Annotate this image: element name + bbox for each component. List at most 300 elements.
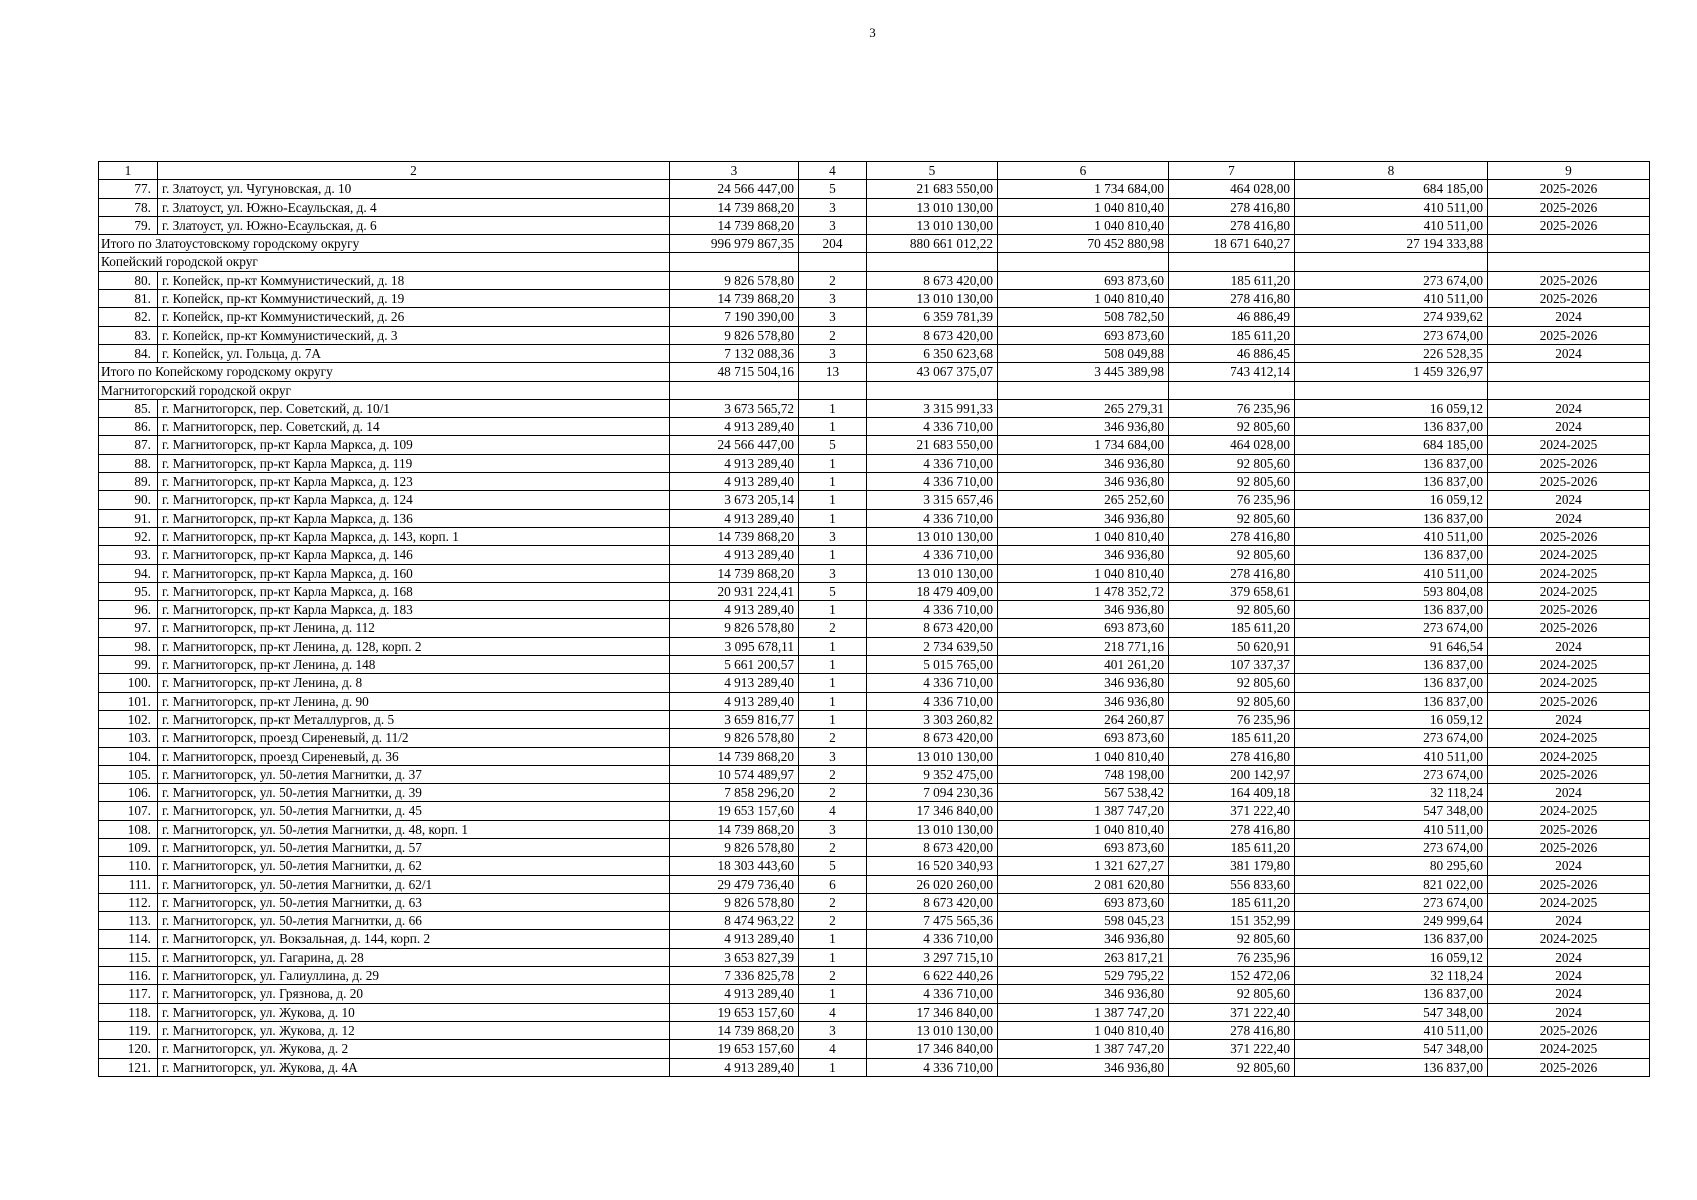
period: 2024 (1488, 912, 1650, 930)
fund-amount: 6 359 781,39 (867, 308, 998, 326)
row-number: 118. (99, 1003, 158, 1021)
total-cost: 9 826 578,80 (670, 893, 799, 911)
table-row (99, 564, 1650, 582)
row-number: 105. (99, 765, 158, 783)
regional-amount: 401 261,20 (998, 656, 1169, 674)
period: 2025-2026 (1488, 527, 1650, 545)
apartment-count: 5 (799, 436, 867, 454)
regional-amount: 346 936,80 (998, 1058, 1169, 1076)
total-cost: 14 739 868,20 (670, 747, 799, 765)
apartment-count: 3 (799, 198, 867, 216)
owner-amount: 136 837,00 (1295, 1058, 1488, 1076)
fund-amount: 43 067 375,07 (867, 363, 998, 381)
address: г. Магнитогорск, ул. Жукова, д. 2 (158, 1040, 670, 1058)
owner-amount: 32 118,24 (1295, 967, 1488, 985)
apartment-count: 3 (799, 1021, 867, 1039)
address: г. Магнитогорск, пр-кт Металлургов, д. 5 (158, 710, 670, 728)
period: 2025-2026 (1488, 875, 1650, 893)
address: г. Магнитогорск, пр-кт Ленина, д. 112 (158, 619, 670, 637)
owner-amount: 1 459 326,97 (1295, 363, 1488, 381)
total-cost: 4 913 289,40 (670, 473, 799, 491)
row-number: 111. (99, 875, 158, 893)
local-amount: 92 805,60 (1169, 674, 1295, 692)
local-amount: 92 805,60 (1169, 985, 1295, 1003)
total-cost: 4 913 289,40 (670, 601, 799, 619)
regional-amount: 693 873,60 (998, 838, 1169, 856)
table-row (99, 601, 1650, 619)
fund-amount: 21 683 550,00 (867, 180, 998, 198)
fund-amount: 13 010 130,00 (867, 564, 998, 582)
table-row (99, 948, 1650, 966)
apartment-count: 5 (799, 582, 867, 600)
total-cost: 4 913 289,40 (670, 930, 799, 948)
local-amount: 556 833,60 (1169, 875, 1295, 893)
row-number: 108. (99, 820, 158, 838)
period: 2024-2025 (1488, 802, 1650, 820)
period: 2025-2026 (1488, 198, 1650, 216)
address: г. Магнитогорск, ул. 50-летия Магнитки, д. 37 (158, 765, 670, 783)
regional-amount: 508 049,88 (998, 344, 1169, 362)
local-amount: 76 235,96 (1169, 948, 1295, 966)
owner-amount: 136 837,00 (1295, 509, 1488, 527)
apartment-count: 1 (799, 509, 867, 527)
total-cost: 48 715 504,16 (670, 363, 799, 381)
total-cost: 7 858 296,20 (670, 784, 799, 802)
period: 2024 (1488, 418, 1650, 436)
fund-amount: 8 673 420,00 (867, 271, 998, 289)
fund-amount: 4 336 710,00 (867, 930, 998, 948)
empty-cell (670, 381, 799, 399)
address: г. Магнитогорск, ул. Гагарина, д. 28 (158, 948, 670, 966)
regional-amount: 265 279,31 (998, 399, 1169, 417)
apartment-count: 2 (799, 326, 867, 344)
owner-amount: 32 118,24 (1295, 784, 1488, 802)
table-row (99, 692, 1650, 710)
apartment-count: 1 (799, 692, 867, 710)
row-number: 110. (99, 857, 158, 875)
table-row (99, 418, 1650, 436)
period: 2024-2025 (1488, 729, 1650, 747)
apartment-count: 4 (799, 802, 867, 820)
section-row (99, 253, 1650, 271)
owner-amount: 136 837,00 (1295, 656, 1488, 674)
table-row (99, 875, 1650, 893)
empty-cell (799, 381, 867, 399)
table-row (99, 271, 1650, 289)
regional-amount: 1 040 810,40 (998, 216, 1169, 234)
table-row (99, 308, 1650, 326)
total-cost: 4 913 289,40 (670, 1058, 799, 1076)
row-number: 106. (99, 784, 158, 802)
row-number: 115. (99, 948, 158, 966)
total-cost: 3 673 205,14 (670, 491, 799, 509)
owner-amount: 136 837,00 (1295, 454, 1488, 472)
empty-cell (1295, 253, 1488, 271)
local-amount: 278 416,80 (1169, 198, 1295, 216)
local-amount: 151 352,99 (1169, 912, 1295, 930)
fund-amount: 3 315 991,33 (867, 399, 998, 417)
row-number: 121. (99, 1058, 158, 1076)
address: г. Магнитогорск, пр-кт Карла Маркса, д. 136 (158, 509, 670, 527)
fund-amount: 4 336 710,00 (867, 985, 998, 1003)
period: 2025-2026 (1488, 290, 1650, 308)
row-number: 99. (99, 656, 158, 674)
regional-amount: 1 321 627,27 (998, 857, 1169, 875)
table-row (99, 784, 1650, 802)
owner-amount: 684 185,00 (1295, 180, 1488, 198)
apartment-count: 2 (799, 784, 867, 802)
row-number: 100. (99, 674, 158, 692)
row-number: 77. (99, 180, 158, 198)
owner-amount: 547 348,00 (1295, 802, 1488, 820)
regional-amount: 70 452 880,98 (998, 235, 1169, 253)
empty-cell (1295, 381, 1488, 399)
address: г. Магнитогорск, ул. 50-летия Магнитки, д. 45 (158, 802, 670, 820)
apartment-count: 1 (799, 637, 867, 655)
total-cost: 3 653 827,39 (670, 948, 799, 966)
total-cost: 996 979 867,35 (670, 235, 799, 253)
regional-amount: 346 936,80 (998, 454, 1169, 472)
owner-amount: 226 528,35 (1295, 344, 1488, 362)
address: г. Магнитогорск, ул. Вокзальная, д. 144, корп. 2 (158, 930, 670, 948)
owner-amount: 249 999,64 (1295, 912, 1488, 930)
local-amount: 92 805,60 (1169, 546, 1295, 564)
table-row (99, 893, 1650, 911)
empty-cell (1169, 253, 1295, 271)
table-row (99, 802, 1650, 820)
total-label: Итого по Копейскому городскому округу (99, 363, 670, 381)
table-row (99, 1040, 1650, 1058)
total-cost: 10 574 489,97 (670, 765, 799, 783)
table-row (99, 527, 1650, 545)
row-number: 80. (99, 271, 158, 289)
total-cost: 7 132 088,36 (670, 344, 799, 362)
regional-amount: 693 873,60 (998, 729, 1169, 747)
apartment-count: 3 (799, 216, 867, 234)
apartment-count: 1 (799, 948, 867, 966)
local-amount: 76 235,96 (1169, 491, 1295, 509)
row-number: 117. (99, 985, 158, 1003)
row-number: 95. (99, 582, 158, 600)
regional-amount: 1 040 810,40 (998, 564, 1169, 582)
row-number: 119. (99, 1021, 158, 1039)
apartment-count: 2 (799, 729, 867, 747)
total-cost: 3 659 816,77 (670, 710, 799, 728)
total-cost: 4 913 289,40 (670, 418, 799, 436)
local-amount: 278 416,80 (1169, 820, 1295, 838)
fund-amount: 8 673 420,00 (867, 326, 998, 344)
table-row (99, 1058, 1650, 1076)
apartment-count: 1 (799, 546, 867, 564)
apartment-count: 1 (799, 418, 867, 436)
local-amount: 278 416,80 (1169, 747, 1295, 765)
address: г. Магнитогорск, пр-кт Карла Маркса, д. 123 (158, 473, 670, 491)
owner-amount: 136 837,00 (1295, 674, 1488, 692)
owner-amount: 593 804,08 (1295, 582, 1488, 600)
fund-amount: 4 336 710,00 (867, 546, 998, 564)
local-amount: 185 611,20 (1169, 271, 1295, 289)
address: г. Магнитогорск, пер. Советский, д. 14 (158, 418, 670, 436)
address: г. Златоуст, ул. Южно-Есаульская, д. 4 (158, 198, 670, 216)
row-number: 91. (99, 509, 158, 527)
regional-amount: 693 873,60 (998, 271, 1169, 289)
empty-cell (1169, 381, 1295, 399)
local-amount: 371 222,40 (1169, 802, 1295, 820)
local-amount: 92 805,60 (1169, 454, 1295, 472)
apartment-count: 204 (799, 235, 867, 253)
period: 2025-2026 (1488, 271, 1650, 289)
local-amount: 278 416,80 (1169, 216, 1295, 234)
owner-amount: 136 837,00 (1295, 692, 1488, 710)
period: 2024 (1488, 857, 1650, 875)
table-row (99, 637, 1650, 655)
period: 2024 (1488, 344, 1650, 362)
local-amount: 278 416,80 (1169, 527, 1295, 545)
fund-amount: 4 336 710,00 (867, 601, 998, 619)
owner-amount: 273 674,00 (1295, 729, 1488, 747)
apartment-count: 5 (799, 180, 867, 198)
apartment-count: 1 (799, 930, 867, 948)
local-amount: 185 611,20 (1169, 893, 1295, 911)
table-row (99, 290, 1650, 308)
row-number: 85. (99, 399, 158, 417)
period: 2024-2025 (1488, 893, 1650, 911)
total-cost: 14 739 868,20 (670, 820, 799, 838)
regional-amount: 1 387 747,20 (998, 1040, 1169, 1058)
row-number: 109. (99, 838, 158, 856)
table-body (99, 162, 1650, 1077)
empty-cell (1488, 381, 1650, 399)
total-cost: 4 913 289,40 (670, 454, 799, 472)
table-row (99, 765, 1650, 783)
owner-amount: 136 837,00 (1295, 601, 1488, 619)
section-label: Магнитогорский городской округ (99, 381, 670, 399)
row-number: 114. (99, 930, 158, 948)
address: г. Магнитогорск, ул. 50-летия Магнитки, д. 48, корп. 1 (158, 820, 670, 838)
row-number: 101. (99, 692, 158, 710)
fund-amount: 3 315 657,46 (867, 491, 998, 509)
apartment-count: 5 (799, 857, 867, 875)
apartment-count: 2 (799, 619, 867, 637)
total-cost: 20 931 224,41 (670, 582, 799, 600)
fund-amount: 4 336 710,00 (867, 454, 998, 472)
table-row (99, 436, 1650, 454)
address: г. Магнитогорск, ул. 50-летия Магнитки, д. 39 (158, 784, 670, 802)
row-number: 120. (99, 1040, 158, 1058)
row-number: 84. (99, 344, 158, 362)
period: 2024-2025 (1488, 674, 1650, 692)
owner-amount: 136 837,00 (1295, 985, 1488, 1003)
table-row (99, 747, 1650, 765)
column-number: 5 (867, 162, 998, 180)
period: 2024-2025 (1488, 564, 1650, 582)
column-number: 2 (158, 162, 670, 180)
address: г. Магнитогорск, ул. Грязнова, д. 20 (158, 985, 670, 1003)
apartment-count: 1 (799, 399, 867, 417)
total-cost: 14 739 868,20 (670, 290, 799, 308)
address: г. Магнитогорск, пр-кт Карла Маркса, д. 160 (158, 564, 670, 582)
owner-amount: 273 674,00 (1295, 619, 1488, 637)
owner-amount: 410 511,00 (1295, 1021, 1488, 1039)
total-cost: 19 653 157,60 (670, 802, 799, 820)
regional-amount: 1 040 810,40 (998, 527, 1169, 545)
total-cost: 19 653 157,60 (670, 1003, 799, 1021)
table-row (99, 729, 1650, 747)
row-number: 112. (99, 893, 158, 911)
local-amount: 185 611,20 (1169, 326, 1295, 344)
regional-amount: 1 040 810,40 (998, 820, 1169, 838)
fund-amount: 17 346 840,00 (867, 1040, 998, 1058)
owner-amount: 410 511,00 (1295, 820, 1488, 838)
regional-amount: 1 040 810,40 (998, 1021, 1169, 1039)
local-amount: 743 412,14 (1169, 363, 1295, 381)
owner-amount: 16 059,12 (1295, 399, 1488, 417)
row-number: 83. (99, 326, 158, 344)
address: г. Магнитогорск, пр-кт Карла Маркса, д. 143, корп. 1 (158, 527, 670, 545)
total-cost: 7 190 390,00 (670, 308, 799, 326)
address: г. Магнитогорск, проезд Сиреневый, д. 36 (158, 747, 670, 765)
period: 2024 (1488, 399, 1650, 417)
row-number: 102. (99, 710, 158, 728)
fund-amount: 13 010 130,00 (867, 820, 998, 838)
owner-amount: 410 511,00 (1295, 747, 1488, 765)
owner-amount: 273 674,00 (1295, 893, 1488, 911)
total-label: Итого по Златоустовскому городскому округу (99, 235, 670, 253)
row-number: 78. (99, 198, 158, 216)
table-row (99, 216, 1650, 234)
owner-amount: 273 674,00 (1295, 838, 1488, 856)
apartment-count: 2 (799, 838, 867, 856)
apartment-count: 3 (799, 747, 867, 765)
regional-amount: 346 936,80 (998, 692, 1169, 710)
period: 2025-2026 (1488, 838, 1650, 856)
address: г. Магнитогорск, пр-кт Карла Маркса, д. 124 (158, 491, 670, 509)
regional-amount: 598 045,23 (998, 912, 1169, 930)
row-number: 116. (99, 967, 158, 985)
total-cost: 3 673 565,72 (670, 399, 799, 417)
period: 2024 (1488, 491, 1650, 509)
period: 2024-2025 (1488, 930, 1650, 948)
local-amount: 92 805,60 (1169, 930, 1295, 948)
local-amount: 92 805,60 (1169, 473, 1295, 491)
period: 2024 (1488, 637, 1650, 655)
fund-amount: 880 661 012,22 (867, 235, 998, 253)
fund-amount: 9 352 475,00 (867, 765, 998, 783)
regional-amount: 567 538,42 (998, 784, 1169, 802)
address: г. Копейск, пр-кт Коммунистический, д. 18 (158, 271, 670, 289)
regional-amount: 3 445 389,98 (998, 363, 1169, 381)
apartment-count: 4 (799, 1040, 867, 1058)
total-cost: 9 826 578,80 (670, 838, 799, 856)
owner-amount: 91 646,54 (1295, 637, 1488, 655)
address: г. Копейск, пр-кт Коммунистический, д. 3 (158, 326, 670, 344)
local-amount: 278 416,80 (1169, 290, 1295, 308)
data-table (98, 161, 1650, 1077)
regional-amount: 346 936,80 (998, 509, 1169, 527)
local-amount: 92 805,60 (1169, 509, 1295, 527)
total-cost: 4 913 289,40 (670, 985, 799, 1003)
fund-amount: 13 010 130,00 (867, 290, 998, 308)
fund-amount: 4 336 710,00 (867, 509, 998, 527)
address: г. Магнитогорск, пр-кт Карла Маркса, д. 183 (158, 601, 670, 619)
local-amount: 18 671 640,27 (1169, 235, 1295, 253)
local-amount: 464 028,00 (1169, 180, 1295, 198)
fund-amount: 3 303 260,82 (867, 710, 998, 728)
local-amount: 185 611,20 (1169, 729, 1295, 747)
address: г. Магнитогорск, ул. Жукова, д. 12 (158, 1021, 670, 1039)
total-cost: 24 566 447,00 (670, 436, 799, 454)
empty-cell (998, 381, 1169, 399)
fund-amount: 6 622 440,26 (867, 967, 998, 985)
page-number: 3 (869, 25, 876, 40)
regional-amount: 346 936,80 (998, 418, 1169, 436)
total-cost: 18 303 443,60 (670, 857, 799, 875)
row-number: 96. (99, 601, 158, 619)
address: г. Златоуст, ул. Чугуновская, д. 10 (158, 180, 670, 198)
column-number: 1 (99, 162, 158, 180)
total-cost: 14 739 868,20 (670, 198, 799, 216)
total-cost: 7 336 825,78 (670, 967, 799, 985)
regional-amount: 264 260,87 (998, 710, 1169, 728)
apartment-count: 2 (799, 912, 867, 930)
regional-amount: 1 387 747,20 (998, 802, 1169, 820)
address: г. Магнитогорск, пр-кт Ленина, д. 90 (158, 692, 670, 710)
apartment-count: 1 (799, 985, 867, 1003)
apartment-count: 3 (799, 564, 867, 582)
fund-amount: 13 010 130,00 (867, 527, 998, 545)
address: г. Магнитогорск, ул. 50-летия Магнитки, д. 62 (158, 857, 670, 875)
period: 2025-2026 (1488, 180, 1650, 198)
apartment-count: 1 (799, 1058, 867, 1076)
fund-amount: 16 520 340,93 (867, 857, 998, 875)
column-number: 8 (1295, 162, 1488, 180)
period (1488, 235, 1650, 253)
row-number: 82. (99, 308, 158, 326)
row-number: 88. (99, 454, 158, 472)
fund-amount: 8 673 420,00 (867, 619, 998, 637)
period: 2025-2026 (1488, 1058, 1650, 1076)
table-row (99, 820, 1650, 838)
table-row (99, 399, 1650, 417)
regional-amount: 1 387 747,20 (998, 1003, 1169, 1021)
apartment-count: 6 (799, 875, 867, 893)
row-number: 97. (99, 619, 158, 637)
period: 2024-2025 (1488, 1040, 1650, 1058)
fund-amount: 8 673 420,00 (867, 893, 998, 911)
table-row (99, 546, 1650, 564)
fund-amount: 4 336 710,00 (867, 692, 998, 710)
local-amount: 76 235,96 (1169, 399, 1295, 417)
local-amount: 92 805,60 (1169, 418, 1295, 436)
table-row (99, 674, 1650, 692)
address: г. Магнитогорск, пер. Советский, д. 10/1 (158, 399, 670, 417)
total-cost: 4 913 289,40 (670, 546, 799, 564)
local-amount: 278 416,80 (1169, 1021, 1295, 1039)
fund-amount: 8 673 420,00 (867, 838, 998, 856)
fund-amount: 3 297 715,10 (867, 948, 998, 966)
period: 2025-2026 (1488, 454, 1650, 472)
address: г. Магнитогорск, пр-кт Карла Маркса, д. 168 (158, 582, 670, 600)
period: 2025-2026 (1488, 1021, 1650, 1039)
owner-amount: 410 511,00 (1295, 564, 1488, 582)
period: 2024 (1488, 710, 1650, 728)
owner-amount: 136 837,00 (1295, 930, 1488, 948)
local-amount: 381 179,80 (1169, 857, 1295, 875)
local-amount: 46 886,49 (1169, 308, 1295, 326)
address: г. Магнитогорск, пр-кт Ленина, д. 8 (158, 674, 670, 692)
table-row (99, 710, 1650, 728)
address: г. Магнитогорск, ул. 50-летия Магнитки, д. 57 (158, 838, 670, 856)
